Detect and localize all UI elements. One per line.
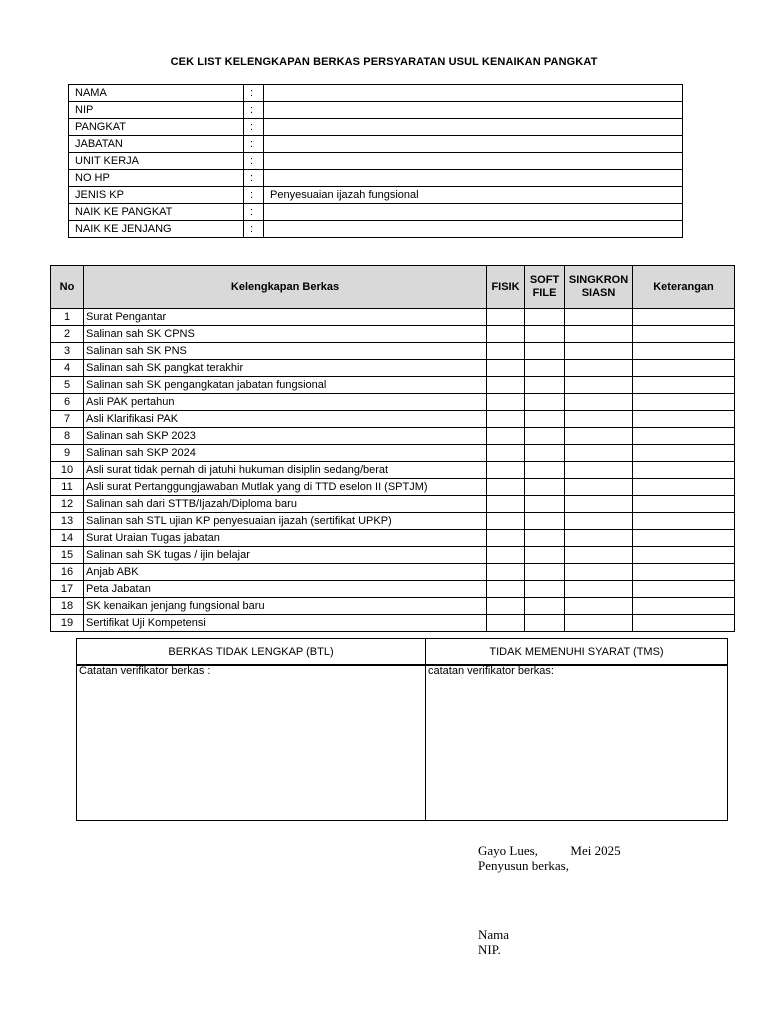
checklist-row <box>51 598 735 615</box>
soft-file-check-cell[interactable] <box>525 445 565 462</box>
keterangan-cell[interactable] <box>633 513 735 530</box>
fisik-check-cell[interactable] <box>487 479 525 496</box>
header-soft-file-line2: FILE <box>532 287 557 299</box>
keterangan-cell[interactable] <box>633 530 735 547</box>
identity-colon: : <box>244 153 264 170</box>
fisik-check-cell[interactable] <box>487 462 525 479</box>
keterangan-cell[interactable] <box>633 581 735 598</box>
identity-value-field[interactable] <box>264 153 683 170</box>
fisik-check-cell[interactable] <box>487 411 525 428</box>
identity-row <box>69 119 683 136</box>
header-no: No <box>51 266 84 309</box>
soft-file-check-cell[interactable] <box>525 598 565 615</box>
identity-label: NO HP <box>69 170 244 187</box>
checklist-row-item: Surat Uraian Tugas jabatan <box>84 530 487 547</box>
identity-row <box>69 153 683 170</box>
singkron-check-cell[interactable] <box>565 326 633 343</box>
tms-note-label: catatan verifikator berkas: <box>428 665 554 677</box>
checklist-row <box>51 360 735 377</box>
checklist-row-item: Salinan sah SKP 2024 <box>84 445 487 462</box>
keterangan-cell[interactable] <box>633 598 735 615</box>
identity-label: NAMA <box>69 85 244 102</box>
checklist-row-item: Asli PAK pertahun <box>84 394 487 411</box>
identity-label: NAIK KE PANGKAT <box>69 204 244 221</box>
singkron-check-cell[interactable] <box>565 411 633 428</box>
identity-value-field[interactable] <box>264 204 683 221</box>
keterangan-cell[interactable] <box>633 394 735 411</box>
identity-row <box>69 102 683 119</box>
identity-value-field[interactable] <box>264 102 683 119</box>
checklist-row <box>51 326 735 343</box>
soft-file-check-cell[interactable] <box>525 411 565 428</box>
singkron-check-cell[interactable] <box>565 530 633 547</box>
checklist-row-number: 4 <box>51 360 84 377</box>
soft-file-check-cell[interactable] <box>525 530 565 547</box>
fisik-check-cell[interactable] <box>487 394 525 411</box>
soft-file-check-cell[interactable] <box>525 581 565 598</box>
checklist-row-item: Anjab ABK <box>84 564 487 581</box>
soft-file-check-cell[interactable] <box>525 615 565 632</box>
checklist-row-item: Salinan sah dari STTB/Ijazah/Diploma baru <box>84 496 487 513</box>
keterangan-cell[interactable] <box>633 564 735 581</box>
verification-notes-table <box>76 638 728 821</box>
keterangan-cell[interactable] <box>633 479 735 496</box>
checklist-row-number: 13 <box>51 513 84 530</box>
identity-label: NAIK KE JENJANG <box>69 221 244 238</box>
tms-header: TIDAK MEMENUHI SYARAT (TMS) <box>426 639 728 666</box>
keterangan-cell[interactable] <box>633 343 735 360</box>
soft-file-check-cell[interactable] <box>525 377 565 394</box>
identity-value-field[interactable] <box>264 136 683 153</box>
checklist-row-number: 15 <box>51 547 84 564</box>
soft-file-check-cell[interactable] <box>525 564 565 581</box>
soft-file-check-cell[interactable] <box>525 394 565 411</box>
header-soft-file-line1: SOFT <box>529 274 560 286</box>
identity-colon: : <box>244 102 264 119</box>
singkron-check-cell[interactable] <box>565 581 633 598</box>
singkron-check-cell[interactable] <box>565 445 633 462</box>
checklist-row-item: Asli surat tidak pernah di jatuhi hukuman disiplin sedang/berat <box>84 462 487 479</box>
fisik-check-cell[interactable] <box>487 530 525 547</box>
checklist-row-item: Salinan sah STL ujian KP penyesuaian ijazah (sertifikat UPKP) <box>84 513 487 530</box>
btl-header: BERKAS TIDAK LENGKAP (BTL) <box>77 639 426 666</box>
identity-value-field[interactable]: Penyesuaian ijazah fungsional <box>264 187 683 204</box>
keterangan-cell[interactable] <box>633 411 735 428</box>
checklist-table <box>50 265 735 632</box>
singkron-check-cell[interactable] <box>565 462 633 479</box>
keterangan-cell[interactable] <box>633 462 735 479</box>
identity-table <box>68 84 683 238</box>
identity-colon: : <box>244 136 264 153</box>
identity-value-field[interactable] <box>264 85 683 102</box>
identity-label: JABATAN <box>69 136 244 153</box>
fisik-check-cell[interactable] <box>487 343 525 360</box>
identity-label: JENIS KP <box>69 187 244 204</box>
fisik-check-cell[interactable] <box>487 496 525 513</box>
singkron-check-cell[interactable] <box>565 428 633 445</box>
identity-colon: : <box>244 221 264 238</box>
checklist-row <box>51 309 735 326</box>
identity-label: UNIT KERJA <box>69 153 244 170</box>
checklist-row-item: Salinan sah SK PNS <box>84 343 487 360</box>
identity-colon: : <box>244 204 264 221</box>
checklist-row-number: 8 <box>51 428 84 445</box>
btl-note-label: Catatan verifikator berkas : <box>79 665 211 677</box>
checklist-row-number: 7 <box>51 411 84 428</box>
checklist-row-number: 2 <box>51 326 84 343</box>
soft-file-check-cell[interactable] <box>525 513 565 530</box>
singkron-check-cell[interactable] <box>565 496 633 513</box>
keterangan-cell[interactable] <box>633 496 735 513</box>
identity-colon: : <box>244 119 264 136</box>
checklist-row-item: Asli surat Pertanggungjawaban Mutlak yang di TTD eselon II (SPTJM) <box>84 479 487 496</box>
fisik-check-cell[interactable] <box>487 360 525 377</box>
identity-row <box>69 85 683 102</box>
checklist-row <box>51 394 735 411</box>
soft-file-check-cell[interactable] <box>525 428 565 445</box>
checklist-row-number: 3 <box>51 343 84 360</box>
fisik-check-cell[interactable] <box>487 309 525 326</box>
signature-name-label: Nama <box>478 927 510 942</box>
checklist-row-number: 18 <box>51 598 84 615</box>
singkron-check-cell[interactable] <box>565 513 633 530</box>
identity-colon: : <box>244 85 264 102</box>
header-kelengkapan: Kelengkapan Berkas <box>84 266 487 309</box>
identity-value-field[interactable] <box>264 221 683 238</box>
checklist-row-item: Salinan sah SK pengangkatan jabatan fungsional <box>84 377 487 394</box>
checklist-row-number: 1 <box>51 309 84 326</box>
header-singkron-line2: SIASN <box>581 287 616 299</box>
keterangan-cell[interactable] <box>633 615 735 632</box>
header-singkron-line1: SINGKRON <box>568 274 629 286</box>
singkron-check-cell[interactable] <box>565 394 633 411</box>
fisik-check-cell[interactable] <box>487 564 525 581</box>
checklist-row-item: Peta Jabatan <box>84 581 487 598</box>
keterangan-cell[interactable] <box>633 547 735 564</box>
checklist-row <box>51 530 735 547</box>
fisik-check-cell[interactable] <box>487 581 525 598</box>
checklist-row-number: 6 <box>51 394 84 411</box>
tms-note-cell[interactable] <box>426 665 728 821</box>
checklist-header-row <box>51 266 735 309</box>
singkron-check-cell[interactable] <box>565 598 633 615</box>
fisik-check-cell[interactable] <box>487 513 525 530</box>
checklist-row-item: Surat Pengantar <box>84 309 487 326</box>
page-title: CEK LIST KELENGKAPAN BERKAS PERSYARATAN USUL KENAIKAN PANGKAT <box>170 56 598 68</box>
singkron-check-cell[interactable] <box>565 615 633 632</box>
soft-file-check-cell[interactable] <box>525 462 565 479</box>
fisik-check-cell[interactable] <box>487 377 525 394</box>
checklist-row-number: 14 <box>51 530 84 547</box>
soft-file-check-cell[interactable] <box>525 326 565 343</box>
identity-colon: : <box>244 170 264 187</box>
identity-row <box>69 136 683 153</box>
checklist-row-number: 11 <box>51 479 84 496</box>
soft-file-check-cell[interactable] <box>525 360 565 377</box>
fisik-check-cell[interactable] <box>487 428 525 445</box>
keterangan-cell[interactable] <box>633 309 735 326</box>
checklist-row <box>51 343 735 360</box>
fisik-check-cell[interactable] <box>487 598 525 615</box>
soft-file-check-cell[interactable] <box>525 496 565 513</box>
identity-row <box>69 221 683 238</box>
identity-value-field[interactable] <box>264 170 683 187</box>
checklist-row-number: 10 <box>51 462 84 479</box>
fisik-check-cell[interactable] <box>487 326 525 343</box>
checklist-row <box>51 513 735 530</box>
singkron-check-cell[interactable] <box>565 343 633 360</box>
signature-role: Penyusun berkas, <box>478 858 569 873</box>
identity-label: PANGKAT <box>69 119 244 136</box>
checklist-row-item: Salinan sah SK pangkat terakhir <box>84 360 487 377</box>
checklist-row-item: Sertifikat Uji Kompetensi <box>84 615 487 632</box>
keterangan-cell[interactable] <box>633 377 735 394</box>
checklist-row-number: 12 <box>51 496 84 513</box>
singkron-check-cell[interactable] <box>565 547 633 564</box>
checklist-row <box>51 479 735 496</box>
singkron-check-cell[interactable] <box>565 377 633 394</box>
identity-row <box>69 187 683 204</box>
checklist-row <box>51 564 735 581</box>
soft-file-check-cell[interactable] <box>525 547 565 564</box>
signature-place-date: Gayo Lues, Mei 2025 <box>478 843 621 858</box>
checklist-row <box>51 615 735 632</box>
singkron-check-cell[interactable] <box>565 360 633 377</box>
identity-label: NIP <box>69 102 244 119</box>
checklist-row-number: 9 <box>51 445 84 462</box>
identity-row <box>69 170 683 187</box>
checklist-row-number: 17 <box>51 581 84 598</box>
singkron-check-cell[interactable] <box>565 479 633 496</box>
header-soft-file <box>525 266 565 309</box>
header-keterangan: Keterangan <box>633 266 735 309</box>
keterangan-cell[interactable] <box>633 360 735 377</box>
fisik-check-cell[interactable] <box>487 547 525 564</box>
checklist-row <box>51 377 735 394</box>
identity-value-field[interactable] <box>264 119 683 136</box>
header-fisik: FISIK <box>487 266 525 309</box>
btl-note-cell[interactable] <box>77 665 426 821</box>
soft-file-check-cell[interactable] <box>525 309 565 326</box>
checklist-row-item: Asli Klarifikasi PAK <box>84 411 487 428</box>
singkron-check-cell[interactable] <box>565 564 633 581</box>
checklist-row <box>51 445 735 462</box>
checklist-row <box>51 496 735 513</box>
checklist-row-item: Salinan sah SK CPNS <box>84 326 487 343</box>
keterangan-cell[interactable] <box>633 445 735 462</box>
checklist-row <box>51 462 735 479</box>
signature-nip-label: NIP. <box>478 942 501 957</box>
keterangan-cell[interactable] <box>633 428 735 445</box>
identity-row <box>69 204 683 221</box>
fisik-check-cell[interactable] <box>487 445 525 462</box>
fisik-check-cell[interactable] <box>487 615 525 632</box>
checklist-row-item: Salinan sah SK tugas / ijin belajar <box>84 547 487 564</box>
checklist-row <box>51 547 735 564</box>
header-singkron <box>565 266 633 309</box>
soft-file-check-cell[interactable] <box>525 343 565 360</box>
checklist-row-number: 5 <box>51 377 84 394</box>
checklist-row-number: 16 <box>51 564 84 581</box>
checklist-row <box>51 581 735 598</box>
identity-colon: : <box>244 187 264 204</box>
keterangan-cell[interactable] <box>633 326 735 343</box>
checklist-row <box>51 411 735 428</box>
checklist-row-item: Salinan sah SKP 2023 <box>84 428 487 445</box>
soft-file-check-cell[interactable] <box>525 479 565 496</box>
checklist-row-item: SK kenaikan jenjang fungsional baru <box>84 598 487 615</box>
checklist-row-number: 19 <box>51 615 84 632</box>
singkron-check-cell[interactable] <box>565 309 633 326</box>
checklist-row <box>51 428 735 445</box>
